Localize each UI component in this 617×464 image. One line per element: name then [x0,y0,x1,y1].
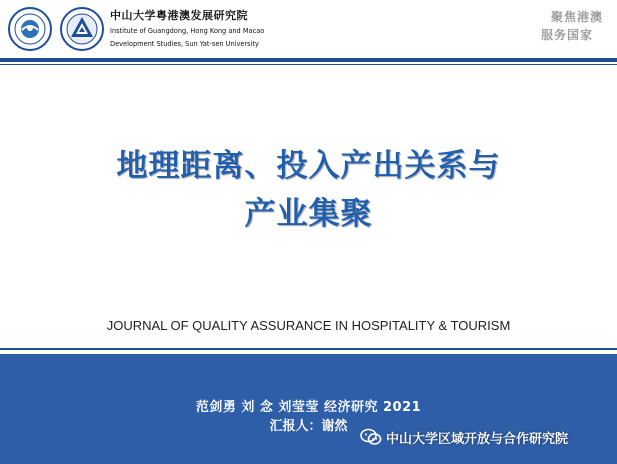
header-divider-thick [0,58,617,62]
institute-triangle-icon [60,7,104,51]
institute-name-en-2: Development Studies, Sun Yat-sen University [110,39,259,48]
slide-title-line-2: 产业集聚 [244,196,373,232]
header-divider-thin [0,64,617,65]
footer-divider [0,348,617,350]
wechat-icon [360,428,382,446]
slide-header [0,0,617,60]
slogan-line-1: 聚焦港澳 [550,10,603,24]
authors-line: 范剑勇 刘 念 刘莹莹 经济研究 2021 [195,400,422,415]
slogan-line-2: 服务国家 [540,28,593,42]
slide-title-line-1: 地理距离、投入产出关系与 [116,148,501,184]
wechat-watermark [360,427,568,447]
sysu-seal-icon [8,7,52,51]
institute-name-en-1: Institute of Guangdong, Hong Kong and Macao [110,27,265,35]
reporter-line: 汇报人：谢然 [269,419,348,434]
watermark-text: 中山大学区域开放与合作研究院 [386,431,569,447]
journal-name: JOURNAL OF QUALITY ASSURANCE IN HOSPITALITY & TOURISM [106,318,511,333]
slogan [541,8,603,44]
institute-name-block [110,9,300,48]
institute-name-cn: 中山大学粤港澳发展研究院 [110,9,248,22]
